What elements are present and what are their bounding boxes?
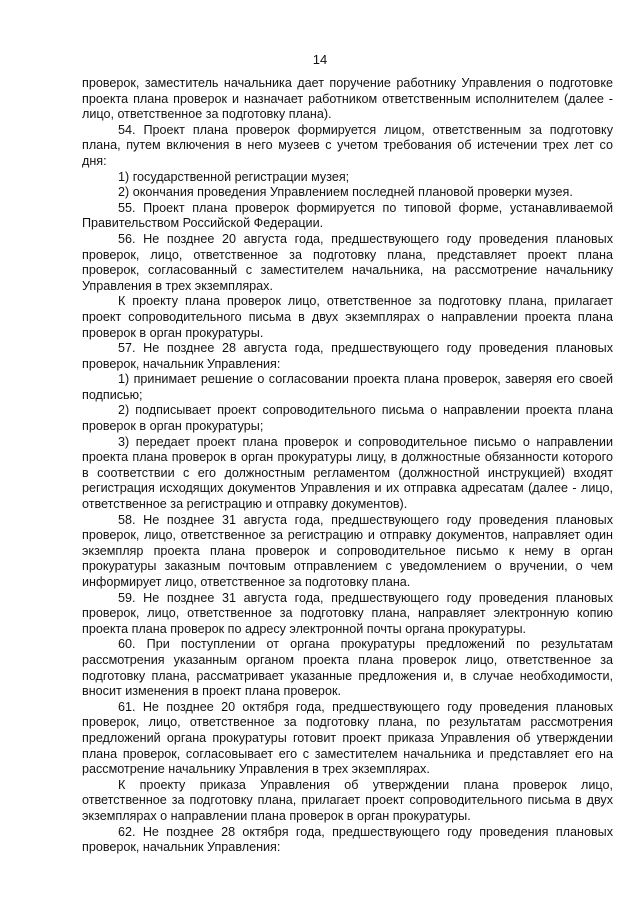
paragraph: проверок, заместитель начальника дает поручение работнику Управления о подготовке проекта плана проверок и назначает работником ответственным исполнителем (далее - лицо, ответственное за подготовку плана). (82, 76, 613, 122)
paragraph: К проекту плана проверок лицо, ответственное за подготовку плана, прилагает проект сопроводительного письма в двух экземплярах о направлении проекта плана проверок в орган прокуратуры. (82, 294, 613, 340)
paragraph: 55. Проект плана проверок формируется по типовой форме, устанавливаемой Правительством Российской Федерации. (82, 200, 613, 231)
list-item: 2) окончания проведения Управлением последней плановой проверки музея. (118, 185, 573, 200)
paragraph: 57. Не позднее 28 августа года, предшествующего году проведения плановых проверок, начальник Управления: (82, 341, 613, 371)
paragraph: 60. При поступлении от органа прокуратуры предложений по результатам рассмотрения указанным органом проекта плана проверок лицо, ответственное за подготовку плана, рассматривает указанные предложения и, в случае необходимости, вносит изменения в проект плана проверок. (82, 637, 613, 699)
list-item: 2) подписывает проект сопроводительного письма о направлении проекта плана проверок в орган прокуратуры; (82, 403, 613, 434)
paragraph: 54. Проект плана проверок формируется лицом, ответственным за подготовку плана, путем включения в него музеев с учетом требования об истечении трех лет со дня: (82, 122, 613, 168)
list-item: 3) передает проект плана проверок и сопроводительное письмо о направлении проекта плана проверок в орган прокуратуры лицу, в должностные обязанности которого в соответствии с его должностным регламентом (должностной инструкцией) входят регистрация исходящих документов Управления и их отправка адресатам (далее - лицо, ответственное за регистрацию и отправку документов). (82, 434, 613, 512)
list-item: 1) государственной регистрации музея; (118, 169, 350, 184)
document-body (82, 76, 613, 856)
paragraph: К проекту приказа Управления об утверждении плана проверок лицо, ответственное за подготовку плана, прилагает проект сопроводительного письма в двух экземплярах о направлении плана проверок в орган прокуратуры. (82, 777, 613, 823)
paragraph: 58. Не позднее 31 августа года, предшествующего году проведения плановых проверок, лицо, ответственное за регистрацию и отправку документов, направляет один экземпляр проекта плана проверок и сопроводительное письмо к нему в орган прокуратуры заказным почтовым отправлением с уведомлением о вручении, о чем информирует лицо, ответственное за подготовку плана. (82, 512, 613, 589)
paragraph: 62. Не позднее 28 октября года, предшествующего году проведения плановых проверок, начальник Управления: (82, 824, 613, 855)
paragraph: 59. Не позднее 31 августа года, предшествующего году проведения плановых проверок, лицо, ответственное за подготовку плана, направляет электронную копию проекта плана проверок по адресу электронной почты органа прокуратуры. (82, 590, 613, 636)
paragraph: 56. Не позднее 20 августа года, предшествующего году проведения плановых проверок, лицо, ответственное за подготовку плана, представляет проект плана проверок, согласованный с заместителем начальника, на рассмотрение начальнику Управления в трех экземплярах. (82, 231, 613, 293)
page-number: 14 (312, 52, 328, 67)
paragraph: 61. Не позднее 20 октября года, предшествующего году проведения плановых проверок, лицо, ответственное за подготовку плана, по результатам рассмотрения предложений органа прокуратуры готовит проект приказа Управления об утверждении плана проверок, согласовывает его с заместителем начальника и представляет его на рассмотрение начальнику Управления в трех экземплярах. (82, 699, 613, 777)
list-item: 1) принимает решение о согласовании проекта плана проверок, заверяя его своей подписью; (82, 372, 613, 402)
